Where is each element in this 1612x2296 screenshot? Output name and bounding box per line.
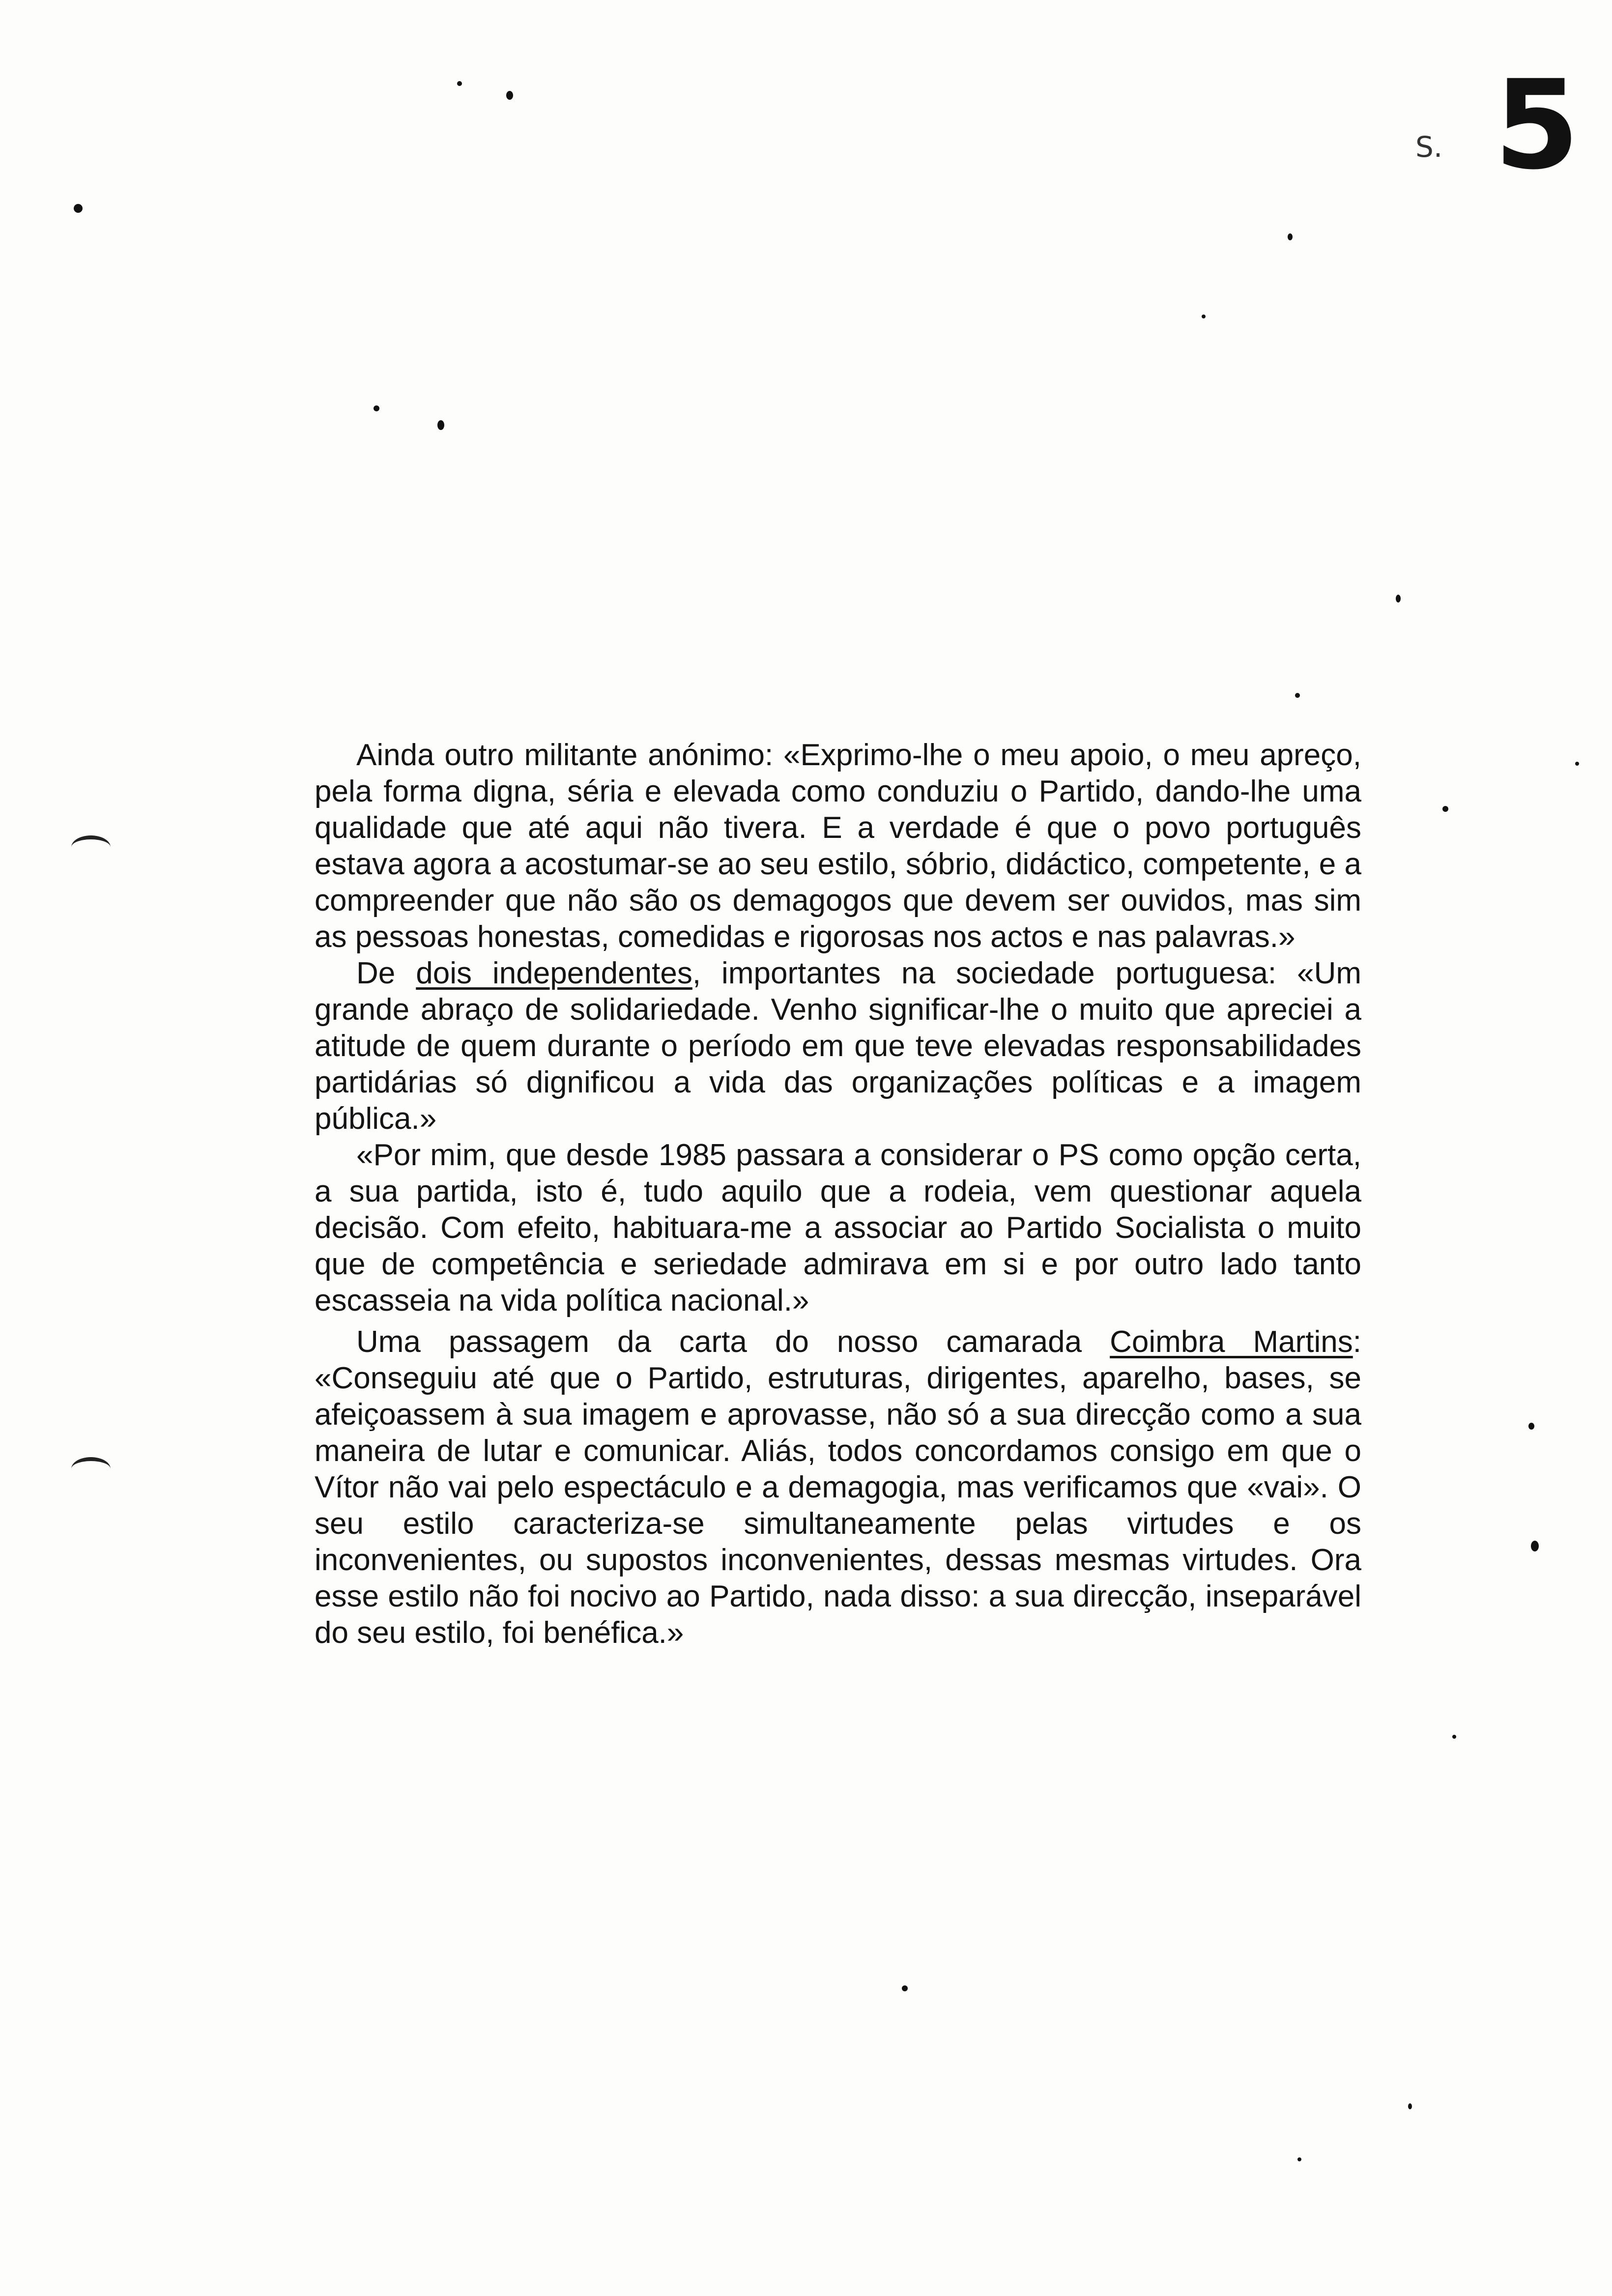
letter-excerpts: [315, 737, 1361, 1651]
paragraph-coimbra-martins: [315, 1324, 1361, 1651]
scan-speck: [902, 1985, 908, 1991]
scan-speck: [457, 81, 462, 86]
paragraph-body: , importantes na sociedade portuguesa: «Um grande abraço de solidariedade. Venho significar-lhe o muito que apreciei a atitude de quem durante o período em que teve elevadas responsabilidades partidárias só dignificou a vida das organizações políticas e a imagem pública.»: [315, 956, 1361, 1136]
scan-speck: [506, 91, 513, 100]
paragraph-intro: Uma passagem da carta do nosso camarada: [356, 1325, 1110, 1359]
underlined-name: Coimbra Martins: [1110, 1325, 1353, 1359]
paragraph-independentes: [315, 955, 1361, 1137]
underlined-phrase: dois independentes: [416, 956, 692, 990]
scan-speck: [1575, 762, 1579, 766]
scan-speck: [437, 420, 444, 430]
scan-speck: [1531, 1541, 1539, 1551]
scan-speck: [1297, 2157, 1301, 2161]
margin-mark: [71, 835, 111, 859]
paragraph-body: : «Conseguiu até que o Partido, estruturas, dirigentes, aparelho, bases, se afeiçoassem à sua imagem e aprovasse, não só a sua direcção como a sua maneira de lutar e comunicar. Aliás, todos concordamos consigo em que o Vítor não vai pelo espectáculo e a demagogia, mas verificamos que «vai». O seu estilo caracteriza-se simultaneamente pelas virtudes e os inconvenientes, ou supostos inconvenientes, dessas mesmas virtudes. Ora esse estilo não foi nocivo ao Partido, nada disso: a sua direcção, inseparável do seu estilo, foi benéfica.»: [315, 1325, 1361, 1650]
scan-speck: [374, 405, 379, 411]
scan-speck: [1288, 233, 1293, 240]
scan-speck: [1452, 1735, 1456, 1739]
scan-speck: [1202, 315, 1206, 318]
paragraph-intro: De: [356, 956, 416, 990]
scan-speck: [1442, 806, 1448, 812]
scan-speck: [1295, 693, 1300, 698]
paragraph-militante: Ainda outro militante anónimo: «Exprimo-lhe o meu apoio, o meu apreço, pela forma digna, séria e elevada como conduziu o Partido, dando-lhe uma qualidade que até aqui não tivera. E a verdade é que o povo português estava agora a acostumar-se ao seu estilo, sóbrio, didáctico, competente, e a compreender que não são os demagogos que devem ser ouvidos, mas sim as pessoas honestas, comedidas e rigorosas nos actos e nas palavras.»: [315, 738, 1361, 954]
paragraph-ps-1985: «Por mim, que desde 1985 passara a considerar o PS como opção certa, a sua partida, isto é, tudo aquilo que a rodeia, vem questionar aquela decisão. Com efeito, habituara-me a associar ao Partido Socialista o muito que de competência e seriedade admirava em si e por outro lado tanto escasseia na vida política nacional.»: [315, 1138, 1361, 1318]
scan-speck: [1408, 2103, 1412, 2109]
scan-speck: [1528, 1423, 1534, 1430]
margin-mark: [71, 1457, 111, 1481]
corner-mark: S.: [1415, 130, 1443, 164]
page-number: 5: [1494, 54, 1580, 197]
scan-speck: [1396, 595, 1401, 603]
scan-speck: [74, 204, 83, 213]
